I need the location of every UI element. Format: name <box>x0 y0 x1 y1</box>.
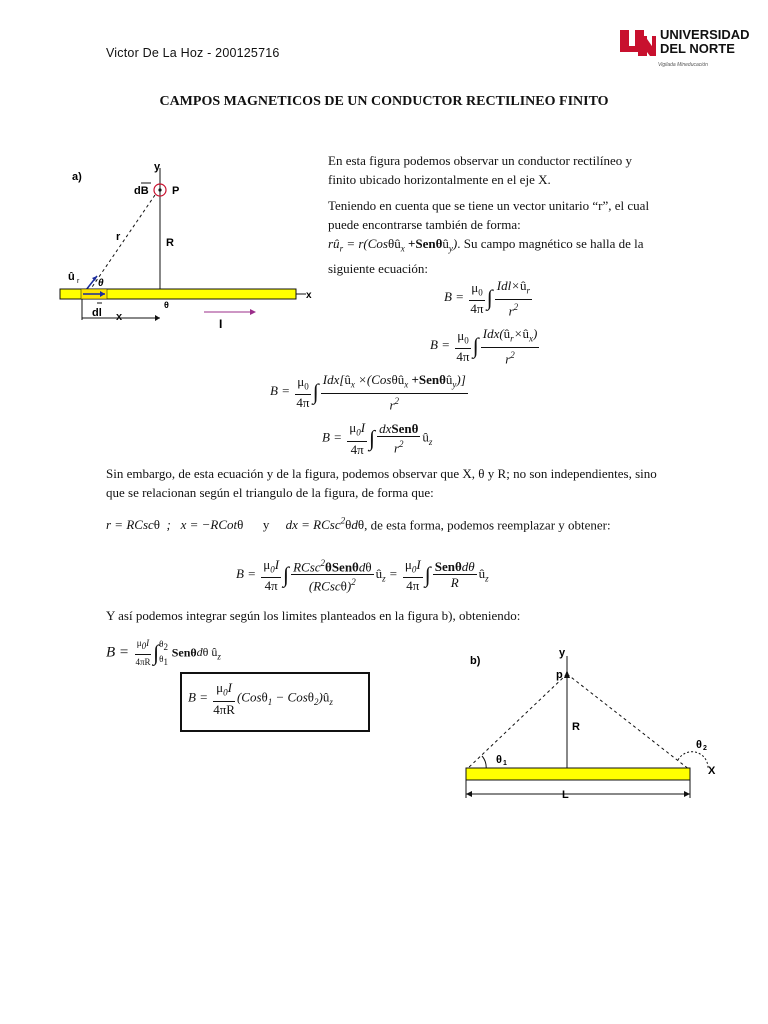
equation-5: B = $\frac{\mu_0I}{4\pi}$ ∫ $\frac{RCsc^2\theta Sen\theta d\theta}{(RCsc\theta)^2}$ $û_z$ = $\frac{\mu_0I}{4\pi}$ ∫ $\frac{\text{Senθdθ}}{R}$ $û_z$ <box>236 556 489 594</box>
paragraph-5: Y así podemos integrar según los limites planteados en la figura b), obteniendo: <box>106 608 521 623</box>
result-box: B = $\frac{\mu_0I}{4\pi R}$ $(Cos\theta_1 - Cos\theta_2)û_z$ <box>180 672 370 732</box>
equation-3: B = $\frac{\mu_0}{4\pi}$ ∫ $\frac{Idx[û_x \times(Cos\theta û_x +Sen\theta û_y)]}{r^2}$ <box>270 372 466 412</box>
paragraph-4: r = RCscθ ; x = −RCotθ y dx = RCsc$^2$θdθ, de esta forma, podemos reemplazar y obtener: <box>106 516 611 533</box>
svg-text:L: L <box>562 789 569 801</box>
page-title: CAMPOS MAGNETICOS DE UN CONDUCTOR RECTILINEO FINITO <box>159 94 609 109</box>
equation-6: B = $\frac{\mu_0I}{4\pi R}$ ∫ $\theta_2$ $\theta_1$ Senθdθ $û_z$ <box>106 638 221 667</box>
svg-text:dl: dl <box>92 307 102 319</box>
svg-text:r: r <box>116 231 121 243</box>
equation-2: B = $\frac{\mu_0}{4\pi}$ ∫ $\frac{Idx(û_r\times û_x)}{r^2}$ <box>430 326 538 366</box>
paragraph-3: Sin embargo, de esta ecuación y de la figura, podemos observar que X, θ y R; no son independientes, sino que se relacionan según el triangulo de la figura, de forma que: <box>106 466 657 500</box>
unit-vector-expression: $rû_r$ = r(Cosθû$_x$ +Senθû$_y$) <box>328 236 458 254</box>
svg-text:dB: dB <box>134 185 149 197</box>
logo-line1: UNIVERSIDAD <box>660 27 750 42</box>
svg-text:I: I <box>219 317 223 331</box>
paragraph-1: En esta figura podemos observar un conductor rectilíneo y finito ubicado horizontalmente en el eje X. <box>328 153 632 187</box>
figure-b <box>456 642 726 806</box>
svg-text:θ: θ <box>496 754 502 766</box>
svg-text:û: û <box>68 271 75 283</box>
fig-b-label: b) <box>470 655 481 667</box>
fig-a-label: a) <box>72 171 82 183</box>
equation-4: B = $\frac{\mu_0I}{4\pi}$ ∫ $\frac{\text{dxSenθ}}{r^2}$ $û_z$ <box>322 420 433 457</box>
svg-text:x: x <box>306 290 312 301</box>
equation-1: B = $\frac{\mu_0}{4\pi}$ ∫ $\frac{Idl\times û_r}{r^2}$ <box>444 278 530 318</box>
svg-text:θ: θ <box>696 739 702 751</box>
logo-line2: DEL NORTE <box>660 41 735 56</box>
svg-text:R: R <box>572 721 580 733</box>
paragraph-2-eq: $rû_r$ = r(Cosθû$_x$ +Senθû$_y$). Su campo magnético se halla de la siguiente ecuación: <box>328 236 644 276</box>
svg-text:2: 2 <box>703 745 707 752</box>
svg-text:r: r <box>77 278 80 285</box>
svg-text:p: p <box>556 669 563 681</box>
svg-text:P: P <box>172 185 180 197</box>
svg-text:θ: θ <box>164 300 169 310</box>
svg-text:θ: θ <box>98 278 104 289</box>
svg-text:1: 1 <box>503 760 507 767</box>
svg-text:X: X <box>708 765 716 777</box>
university-logo <box>618 24 768 74</box>
paragraph-2a: Teniendo en cuenta que se tiene un vector unitario “r”, el cual puede encontrarse también de forma: <box>328 198 650 232</box>
svg-text:y: y <box>154 161 161 173</box>
svg-text:R: R <box>166 237 174 249</box>
logo-tagline: Vigilada Mineducación <box>658 62 708 68</box>
svg-text:y: y <box>559 647 566 659</box>
svg-text:x: x <box>116 311 123 323</box>
author-line: Victor De La Hoz - 200125716 <box>106 46 280 60</box>
figure-a <box>56 158 326 338</box>
